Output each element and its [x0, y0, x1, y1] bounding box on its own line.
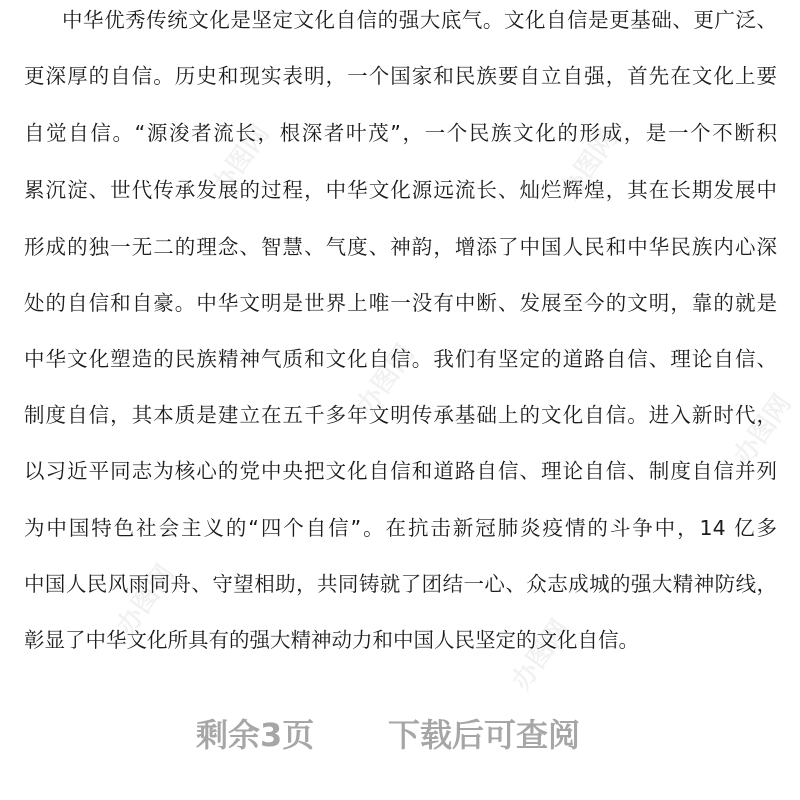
paragraph-line: 彰显了中华文化所具有的强大精神动力和中国人民坚定的文化自信。	[24, 628, 639, 652]
paragraph-line: 累沉淀、世代传承发展的过程，中华文化源远流长、灿烂辉煌，其在长期发展中	[24, 178, 777, 202]
paragraph-line: 中国人民风雨同舟、守望相助，共同铸就了团结一心、众志成城的强大精神防线，	[24, 572, 777, 596]
paragraph-line: 自觉自信。“源浚者流长，根深者叶茂”，一个民族文化的形成，是一个不断积	[24, 121, 777, 145]
paragraph-line: 更深厚的自信。历史和现实表明，一个国家和民族要自立自强，首先在文化上要	[24, 64, 777, 88]
watermark: 办图网	[554, 124, 624, 206]
paragraph-line: 形成的独一无二的理念、智慧、气度、神韵，增添了中国人民和中华民族内心深	[24, 235, 777, 259]
watermark: 办图网	[111, 559, 181, 641]
remaining-pages-notice: 剩余3页	[196, 716, 315, 754]
paragraph-line: 制度自信，其本质是建立在五千多年文明传承基础上的文化自信。进入新时代，	[24, 403, 777, 427]
watermark: 办图网	[506, 614, 576, 696]
watermark: 办图网	[206, 119, 276, 201]
download-hint: 下载后可查阅	[388, 716, 581, 754]
paragraph-line: 中华文化塑造的民族精神气质和文化自信。我们有坚定的道路自信、理论自信、	[24, 347, 777, 371]
paragraph-line: 中华优秀传统文化是坚定文化自信的强大底气。文化自信是更基础、更广泛、	[62, 8, 777, 32]
watermark: 办图网	[351, 339, 421, 421]
paragraph-line: 为中国特色社会主义的“四个自信”。在抗击新冠肺炎疫情的斗争中，14 亿多	[24, 516, 777, 540]
paragraph-line: 以习近平同志为核心的党中央把文化自信和道路自信、理论自信、制度自信并列	[24, 459, 777, 483]
paragraph-line: 处的自信和自豪。中华文明是世界上唯一没有中断、发展至今的文明，靠的就是	[24, 291, 777, 315]
watermark: 办图网	[728, 389, 798, 471]
